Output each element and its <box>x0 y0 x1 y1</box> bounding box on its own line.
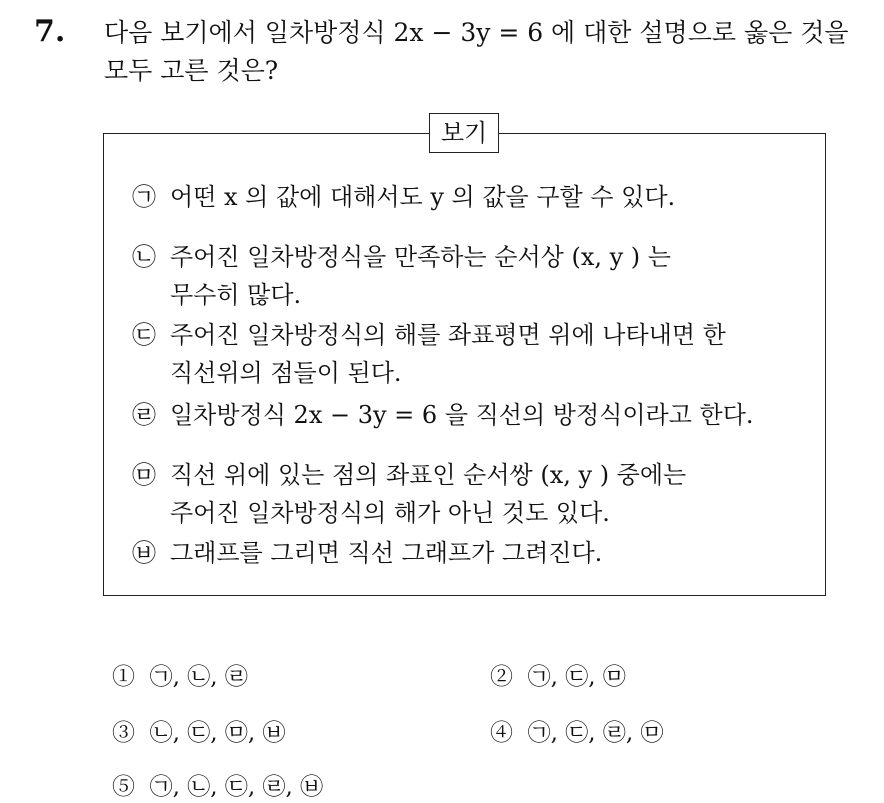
item-marker: ㉠ <box>132 183 156 211</box>
choice-text: ㉠, ㉡, ㉣ <box>149 664 248 690</box>
item-text-continued: 무수히 많다. <box>170 281 302 309</box>
item-text: 주어진 일차방정식의 해를 좌표평면 위에 나타내면 한 <box>170 321 726 349</box>
item-text-continued: 직선위의 점들이 된다. <box>170 359 402 387</box>
question-number: 7. <box>34 14 66 49</box>
example-item-5 <box>132 456 686 532</box>
item-text: 직선 위에 있는 점의 좌표인 순서쌍 (x, y ) 중에는 <box>170 461 687 489</box>
answer-choice-1[interactable] <box>112 662 248 692</box>
choice-text: ㉠, ㉢, ㉣, ㉤ <box>527 720 664 746</box>
example-item-2 <box>132 238 671 314</box>
answer-choice-4[interactable] <box>490 718 664 748</box>
choice-number: ① <box>112 664 135 690</box>
item-text-continued: 주어진 일차방정식의 해가 아닌 것도 있다. <box>170 499 610 527</box>
choice-number: ② <box>490 664 513 690</box>
example-item-4 <box>132 396 754 434</box>
question-text-line-2: 모두 고른 것은? <box>104 56 279 85</box>
item-text: 일차방정식 2x − 3y = 6 을 직선의 방정식이라고 한다. <box>170 401 754 429</box>
item-marker: ㉣ <box>132 401 156 429</box>
example-item-1 <box>132 178 675 216</box>
answer-choice-3[interactable] <box>112 718 286 748</box>
item-marker: ㉥ <box>132 539 156 567</box>
choice-number: ⑤ <box>112 774 135 800</box>
item-text: 그래프를 그리면 직선 그래프가 그려진다. <box>170 539 603 567</box>
question-text <box>104 14 874 90</box>
question-text-line-1: 다음 보기에서 일차방정식 2x − 3y = 6 에 대한 설명으로 옳은 것을 <box>104 18 849 47</box>
answer-choice-5[interactable] <box>112 772 323 802</box>
choice-number: ④ <box>490 720 513 746</box>
item-text: 주어진 일차방정식을 만족하는 순서상 (x, y ) 는 <box>170 243 671 271</box>
example-item-3 <box>132 316 726 392</box>
answer-choice-2[interactable] <box>490 662 626 692</box>
example-item-6 <box>132 534 602 572</box>
choice-text: ㉠, ㉡, ㉢, ㉣, ㉥ <box>149 774 324 800</box>
example-box-label: 보기 <box>429 113 499 153</box>
item-text: 어떤 x 의 값에 대해서도 y 의 값을 구할 수 있다. <box>170 183 676 211</box>
choice-text: ㉡, ㉢, ㉤, ㉥ <box>149 720 286 746</box>
choice-number: ③ <box>112 720 135 746</box>
item-marker: ㉢ <box>132 321 156 349</box>
item-marker: ㉤ <box>132 461 156 489</box>
choice-text: ㉠, ㉢, ㉤ <box>527 664 626 690</box>
item-marker: ㉡ <box>132 243 156 271</box>
